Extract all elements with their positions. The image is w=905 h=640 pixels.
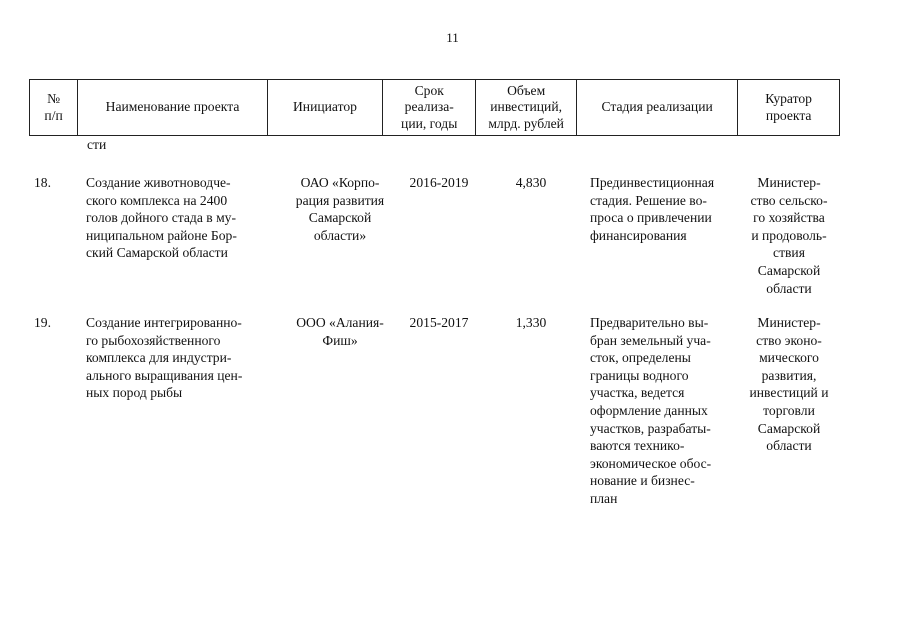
header-row [30,80,840,136]
curator: Министер- ство эконо- мического развития, инвестиций и торговли Самарской области [749,315,829,454]
initiator: ООО «Алания- Фиш» [296,315,384,348]
project-name: Создание интегрированно- го рыбохозяйственного комплекса для индустри- ального выращивания цен- ных пород рыбы [86,315,243,401]
period: 2015-2017 [409,315,469,330]
header-curator: Куратор проекта [738,80,840,136]
table-header [29,79,840,136]
curator: Министер- ство сельско- го хозяйства и продоволь- ствия Самарской области [750,175,828,296]
header-num: № п/п [30,80,78,136]
page-number: 11 [446,30,459,45]
stage: Предварительно вы- бран земельный уча- сток, определены границы водного участка, ведется оформление данных участков, разрабаты- ваются технико- экономическое обос- нование и бизнес- план [590,315,712,506]
header-period: Срок реализа- ции, годы [383,80,476,136]
investment-volume: 1,330 [515,315,547,330]
stage: Прединвестиционная стадия. Решение во- проса о привлечении финансирования [590,175,715,243]
header-initiator: Инициатор [267,80,382,136]
project-name: Создание животноводче- ского комплекса на 2400 голов дойного стада в му- ниципальном районе Бор- ский Самарской области [86,175,237,261]
header-volume: Объем инвестиций, млрд. рублей [476,80,577,136]
header-stage: Стадия реализации [576,80,737,136]
period: 2016-2019 [409,175,469,190]
row-number: 18. [34,175,51,190]
header-name: Наименование проекта [78,80,268,136]
carryover-text: сти [87,137,107,152]
row-number: 19. [34,315,51,330]
investment-volume: 4,830 [515,175,547,190]
initiator: ОАО «Корпо- рация развития Самарской области» [295,175,385,243]
